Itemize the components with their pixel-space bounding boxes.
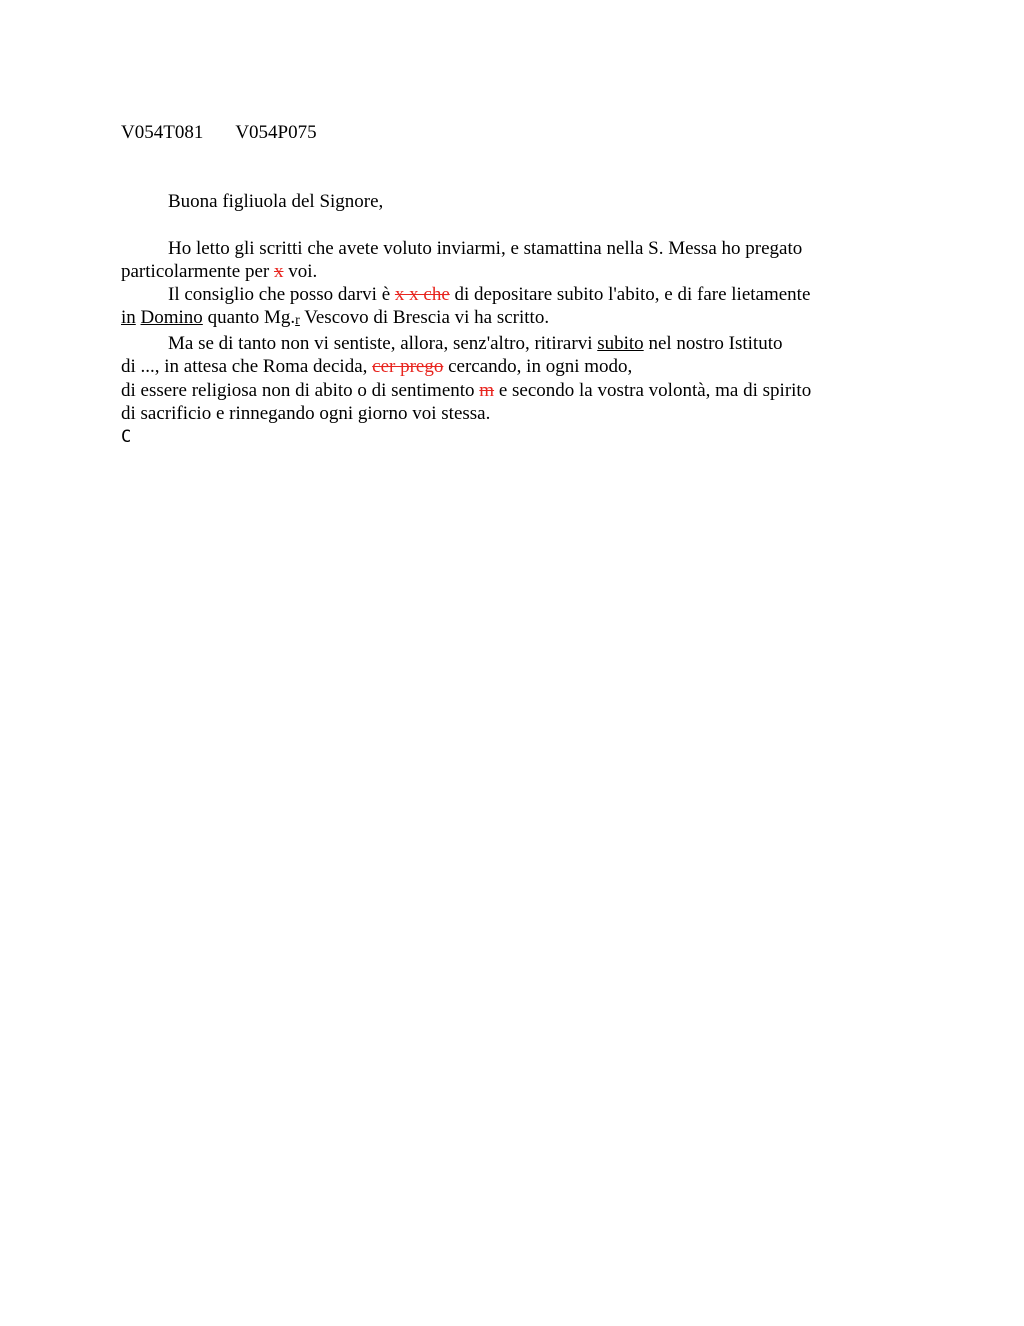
text-segment: particolarmente per	[121, 261, 274, 283]
text-segment: di depositare subito l'abito, e di fare lietamente	[449, 284, 811, 306]
text-segment: voi.	[283, 261, 318, 283]
deleted-text: x	[273, 261, 284, 283]
text-segment: quanto Mg.	[202, 307, 296, 329]
text-segment: Ma se di tanto non vi sentiste, allora, senz'altro, ritirarvi	[168, 333, 598, 355]
text-segment: nel nostro Istituto	[643, 333, 783, 355]
paragraph-1-line-1	[121, 237, 901, 260]
text-segment: Il consiglio che posso darvi è	[168, 284, 395, 306]
paragraph-3-line-4	[121, 402, 901, 425]
underlined-text: subito	[597, 333, 644, 355]
paragraph-3-line-1	[121, 332, 901, 355]
page-code: V054P075	[235, 122, 317, 143]
underlined-text: Domino	[140, 307, 203, 329]
paragraph-2-line-2	[121, 306, 901, 332]
text-code: V054T081	[121, 122, 204, 143]
text-segment: di essere religiosa non di abito o di sentimento	[121, 379, 480, 401]
text-segment: Vescovo di Brescia vi ha scritto.	[299, 307, 550, 329]
paragraph-3-line-2	[121, 355, 901, 378]
text-segment: cercando, in ogni modo,	[443, 356, 633, 378]
paragraph-1-line-2	[121, 260, 901, 283]
text-segment: di ..., in attesa che Roma decida,	[121, 356, 373, 378]
text-segment: Ho letto gli scritti che avete voluto inviarmi, e stamattina nella S. Messa ho pregato	[168, 238, 803, 259]
letter-body	[121, 237, 901, 425]
paragraph-3-line-3	[121, 379, 901, 402]
document-header	[121, 122, 317, 144]
deleted-text: x x che	[394, 284, 450, 306]
text-segment: e secondo la vostra volontà, ma di spirito	[494, 379, 812, 401]
paragraph-2-line-1	[121, 283, 901, 306]
deleted-text: m	[479, 379, 495, 401]
salutation: Buona figliuola del Signore,	[168, 191, 384, 212]
abbreviation-superscript: r	[295, 313, 300, 329]
deleted-text: cer prego	[372, 356, 444, 378]
text-segment: di sacrificio e rinnegando ogni giorno voi stessa.	[121, 402, 491, 424]
underlined-text: in	[121, 307, 136, 329]
footer-mark: C	[121, 427, 132, 447]
